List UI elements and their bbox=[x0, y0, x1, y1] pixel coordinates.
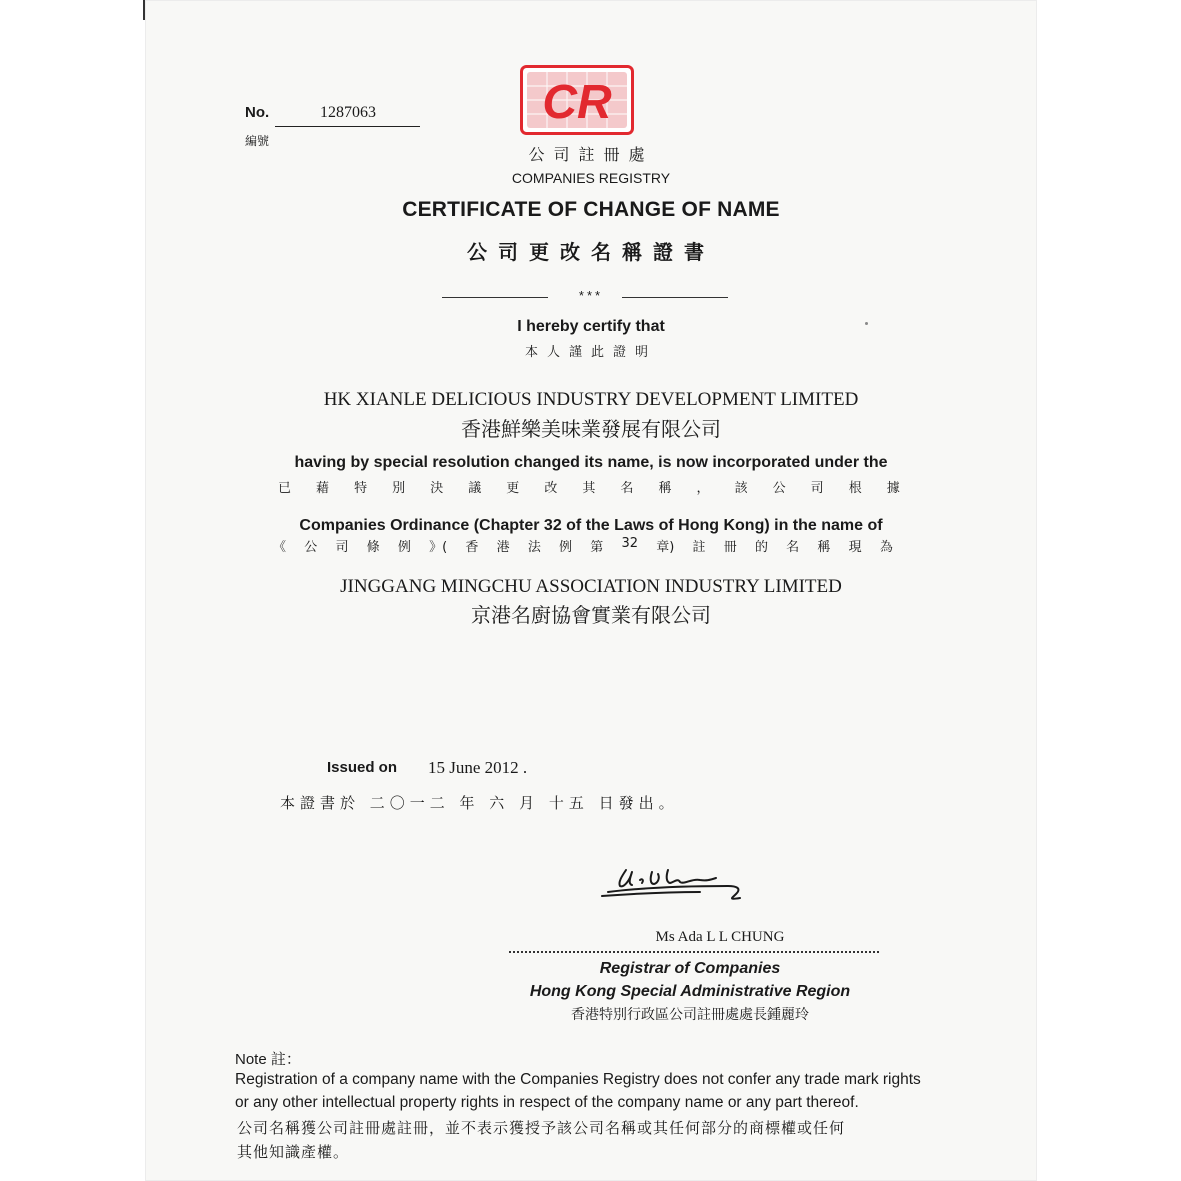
cjk-glyph: 更 bbox=[506, 481, 520, 496]
registry-name-cjk: 公司註冊處 bbox=[528, 145, 654, 164]
cr-logo-icon bbox=[520, 65, 634, 135]
cjk-glyph: 例 bbox=[559, 540, 573, 555]
cjk-glyph: 的 bbox=[754, 540, 768, 555]
cjk-glyph: 《 bbox=[273, 540, 287, 555]
note-label: Note 註： bbox=[235, 1051, 301, 1068]
paper-speck bbox=[865, 322, 868, 325]
note-text-line-2: or any other intellectual property rights in respect of the company name or any part thereof. bbox=[235, 1094, 859, 1111]
cjk-glyph: 已 bbox=[278, 481, 292, 496]
signature-dotted-line bbox=[509, 951, 879, 953]
old-company-name: HK XIANLE DELICIOUS INDUSTRY DEVELOPMENT LIMITED bbox=[323, 389, 859, 410]
scan-margin bbox=[0, 0, 143, 1181]
cjk-glyph: 註 bbox=[692, 540, 706, 555]
new-company-name: JINGGANG MINGCHU ASSOCIATION INDUSTRY LIMITED bbox=[340, 576, 842, 597]
new-company-name-cjk: 京港名廚協會實業有限公司 bbox=[471, 603, 711, 627]
certify-statement-cjk: 本人謹此證明 bbox=[524, 345, 657, 360]
registrar-title-cjk: 香港特別行政區公司註冊處處長鍾麗玲 bbox=[571, 1007, 809, 1023]
cjk-glyph: 》( bbox=[429, 540, 448, 555]
cjk-glyph: ， bbox=[696, 481, 710, 496]
resolution-text-cjk bbox=[278, 477, 900, 496]
note-text-cjk-line-2: 其他知識產權。 bbox=[237, 1143, 350, 1161]
cjk-glyph: 公 bbox=[772, 481, 786, 496]
cjk-glyph: 第 bbox=[590, 540, 604, 555]
cjk-glyph: 議 bbox=[468, 481, 482, 496]
cjk-glyph: 決 bbox=[430, 481, 444, 496]
cjk-glyph: 司 bbox=[335, 540, 349, 555]
cjk-glyph: 名 bbox=[786, 540, 800, 555]
cjk-glyph: 稱 bbox=[658, 481, 672, 496]
ordinance-text: Companies Ordinance (Chapter 32 of the Laws of Hong Kong) in the name of bbox=[299, 517, 883, 534]
ordinance-text-cjk bbox=[273, 536, 893, 555]
registrar-region: Hong Kong Special Administrative Region bbox=[529, 983, 851, 1000]
cjk-glyph: 據 bbox=[886, 481, 900, 496]
cjk-glyph: 稱 bbox=[817, 540, 831, 555]
certify-statement: I hereby certify that bbox=[517, 318, 665, 335]
certificate-number: 1287063 bbox=[320, 104, 376, 121]
certificate-page bbox=[145, 0, 1037, 1181]
issued-label: Issued on bbox=[327, 759, 398, 776]
number-label-cjk: 編號 bbox=[245, 134, 270, 148]
divider-right bbox=[622, 297, 728, 298]
cjk-glyph: 其 bbox=[582, 481, 596, 496]
cjk-glyph: 特 bbox=[354, 481, 368, 496]
cjk-glyph: 名 bbox=[620, 481, 634, 496]
issued-date: 15 June 2012 . bbox=[428, 758, 528, 777]
resolution-text: having by special resolution changed its name, is now incorporated under the bbox=[294, 454, 888, 471]
divider-ornament: *** bbox=[578, 288, 604, 303]
old-company-name-cjk: 香港鮮樂美味業發展有限公司 bbox=[461, 417, 721, 441]
issued-date-cjk: 本證書於 二〇一二 年 六 月 十五 日發出。 bbox=[280, 794, 679, 812]
note-text-line-1: Registration of a company name with the Companies Registry does not confer any trade mark rights bbox=[235, 1071, 921, 1088]
cjk-glyph: 該 bbox=[734, 481, 748, 496]
cjk-glyph: 32 bbox=[621, 536, 639, 551]
registrar-signature bbox=[600, 858, 750, 908]
cjk-glyph: 章) bbox=[656, 540, 675, 555]
cjk-glyph: 香 bbox=[465, 540, 479, 555]
cjk-glyph: 為 bbox=[879, 540, 893, 555]
cjk-glyph: 根 bbox=[848, 481, 862, 496]
registrar-title: Registrar of Companies bbox=[599, 960, 781, 977]
number-label: No. bbox=[245, 104, 270, 121]
cjk-glyph: 藉 bbox=[316, 481, 330, 496]
cjk-glyph: 例 bbox=[397, 540, 411, 555]
cjk-glyph: 現 bbox=[848, 540, 862, 555]
cjk-glyph: 冊 bbox=[723, 540, 737, 555]
cjk-glyph: 條 bbox=[366, 540, 380, 555]
cjk-glyph: 別 bbox=[392, 481, 406, 496]
cjk-glyph: 港 bbox=[496, 540, 510, 555]
cjk-glyph: 法 bbox=[527, 540, 541, 555]
number-underline bbox=[275, 126, 420, 127]
logo-text: CR bbox=[542, 76, 612, 129]
note-text-cjk-line-1: 公司名稱獲公司註冊處註冊，並不表示獲授予該公司名稱或其任何部分的商標權或任何 bbox=[237, 1119, 846, 1137]
registry-name: COMPANIES REGISTRY bbox=[511, 170, 671, 186]
certificate-title-cjk: 公司更改名稱證書 bbox=[467, 240, 715, 264]
cjk-glyph: 改 bbox=[544, 481, 558, 496]
signatory-name: Ms Ada L L CHUNG bbox=[655, 929, 785, 945]
cjk-glyph: 司 bbox=[810, 481, 824, 496]
cjk-glyph: 公 bbox=[304, 540, 318, 555]
certificate-title: CERTIFICATE OF CHANGE OF NAME bbox=[402, 198, 780, 221]
